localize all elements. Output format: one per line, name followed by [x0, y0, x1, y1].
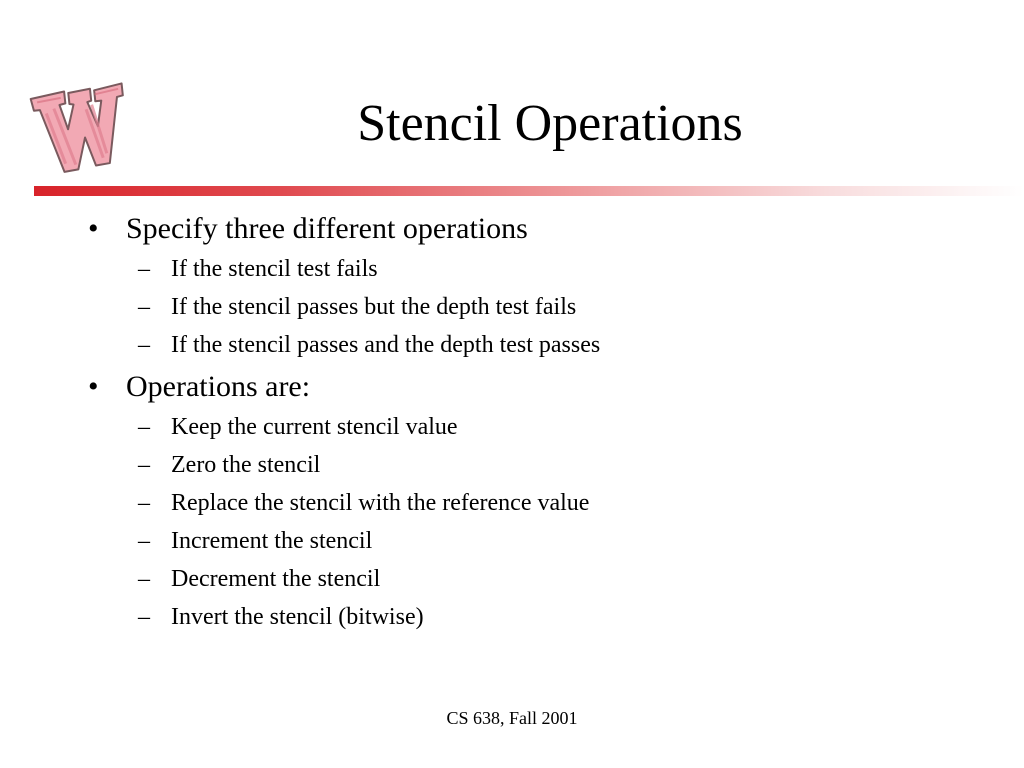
sub-bullet-item [84, 598, 984, 636]
bullet-group [84, 208, 984, 364]
dash-icon: – [138, 414, 150, 440]
bullet-item [84, 366, 984, 408]
sub-bullet-text: If the stencil test fails [171, 256, 378, 282]
sub-bullet-item [84, 288, 984, 326]
dash-icon: – [138, 604, 150, 630]
dash-icon: – [138, 256, 150, 282]
sub-bullet-item [84, 408, 984, 446]
sub-bullet-text: Invert the stencil (bitwise) [171, 604, 424, 630]
slide-content [84, 206, 984, 638]
slide-footer: CS 638, Fall 2001 [446, 708, 578, 728]
sub-bullet-item [84, 560, 984, 598]
dash-icon: – [138, 452, 150, 478]
dash-icon: – [138, 332, 150, 358]
dash-icon: – [138, 294, 150, 320]
sub-bullet-text: Decrement the stencil [171, 566, 381, 592]
sub-bullet-text: Increment the stencil [171, 528, 373, 554]
sub-bullet-text: If the stencil passes and the depth test passes [171, 332, 601, 358]
dash-icon: – [138, 490, 150, 516]
sub-bullet-item [84, 446, 984, 484]
sub-bullet-text: If the stencil passes but the depth test fails [171, 294, 577, 320]
bullet-group [84, 366, 984, 636]
sub-bullet-item [84, 522, 984, 560]
bullet-item [84, 208, 984, 250]
title-divider [34, 186, 1024, 196]
sub-bullet-item [84, 484, 984, 522]
bullet-icon: • [88, 212, 99, 245]
sub-bullet-text: Replace the stencil with the reference value [171, 490, 590, 516]
sub-bullet-item [84, 326, 984, 364]
dash-icon: – [138, 566, 150, 592]
bullet-icon: • [88, 370, 99, 403]
slide-title: Stencil Operations [357, 95, 743, 152]
bullet-text: Operations are: [126, 370, 311, 403]
sub-bullet-text: Zero the stencil [171, 452, 321, 478]
dash-icon: – [138, 528, 150, 554]
bullet-text: Specify three different operations [126, 212, 528, 245]
sub-bullet-item [84, 250, 984, 288]
wisconsin-w-logo-icon [28, 76, 132, 180]
sub-bullet-text: Keep the current stencil value [171, 414, 458, 440]
